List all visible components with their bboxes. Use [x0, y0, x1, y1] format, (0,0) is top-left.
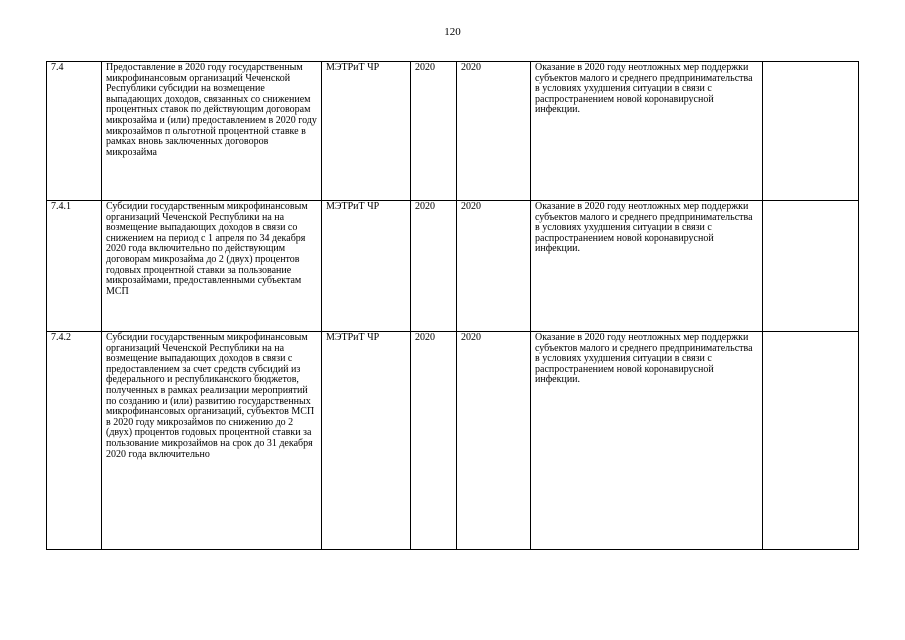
- end-year: 2020: [461, 62, 481, 73]
- end-year: 2020: [461, 332, 481, 343]
- description-cell: [102, 201, 322, 332]
- measures-table: [46, 61, 859, 550]
- start-year-cell: [411, 332, 457, 550]
- row-number-cell: [47, 62, 102, 201]
- start-year: 2020: [415, 62, 435, 73]
- executor-cell: [322, 332, 411, 550]
- row-number: 7.4: [51, 62, 64, 73]
- expected-result: Оказание в 2020 году неотложных мер поддержки субъектов малого и среднего предпринимательства в условиях ухудшения ситуации в связи с распространением новой коронавирусной инфекции.: [535, 201, 753, 255]
- row-number: 7.4.1: [51, 201, 71, 212]
- end-year-cell: [457, 201, 531, 332]
- note-cell: [763, 201, 859, 332]
- start-year-cell: [411, 62, 457, 201]
- expected-result: Оказание в 2020 году неотложных мер поддержки субъектов малого и среднего предпринимательства в условиях ухудшения ситуации в связи с распространением новой коронавирусной инфекции.: [535, 332, 753, 386]
- table-row: [47, 62, 859, 201]
- measure-description: Предоставление в 2020 году государственным микрофинансовым организаций Чеченской Республики субсидии на возмещение выпадающих доходов, связанных со снижением процентных ставок по действующим договорам микрозайма и (или) предоставлением в 2020 году микрозаймов п ольготной процентной ставке в рамках вновь заключенных договоров микрозайма: [106, 62, 317, 158]
- description-cell: [102, 332, 322, 550]
- start-year: 2020: [415, 332, 435, 343]
- end-year: 2020: [461, 201, 481, 212]
- page-number: 120: [444, 26, 461, 38]
- note-cell: [763, 332, 859, 550]
- executor: МЭТРиТ ЧР: [326, 332, 380, 343]
- result-cell: [531, 332, 763, 550]
- table-row: [47, 332, 859, 550]
- executor-cell: [322, 62, 411, 201]
- executor: МЭТРиТ ЧР: [326, 201, 380, 212]
- row-number-cell: [47, 332, 102, 550]
- row-number-cell: [47, 201, 102, 332]
- end-year-cell: [457, 62, 531, 201]
- description-cell: [102, 62, 322, 201]
- start-year: 2020: [415, 201, 435, 212]
- result-cell: [531, 201, 763, 332]
- executor-cell: [322, 201, 411, 332]
- executor: МЭТРиТ ЧР: [326, 62, 380, 73]
- measure-description: Субсидии государственным микрофинансовым организаций Чеченской Республики на на возмещение выпадающих доходов в связи с предоставлением за счет средств субсидий из федерального и республиканского бюджетов, полученных в рамках реализации мероприятий по созданию и (или) развитию государственных микрофинансовых организаций, субъектов МСП в 2020 году микрозаймов по снижению до 2 (двух) процентов годовых процентной ставки за пользование микрозаймов на срок до 31 декабря 2020 года включительно: [106, 332, 315, 460]
- expected-result: Оказание в 2020 году неотложных мер поддержки субъектов малого и среднего предпринимательства в условиях ухудшения ситуации в связи с распространением новой коронавирусной инфекции.: [535, 62, 753, 116]
- row-number: 7.4.2: [51, 332, 71, 343]
- start-year-cell: [411, 201, 457, 332]
- measure-description: Субсидии государственным микрофинансовым организаций Чеченской Республики на на возмещение выпадающих доходов в связи со снижением на период с 1 апреля по 34 декабря 2020 года включительно по действующим договорам микрозайма до 2 (двух) процентов годовых процентной ставки за пользование микрозаймами, предоставленными субъектам МСП: [106, 201, 308, 297]
- note-cell: [763, 62, 859, 201]
- table-row: [47, 201, 859, 332]
- result-cell: [531, 62, 763, 201]
- end-year-cell: [457, 332, 531, 550]
